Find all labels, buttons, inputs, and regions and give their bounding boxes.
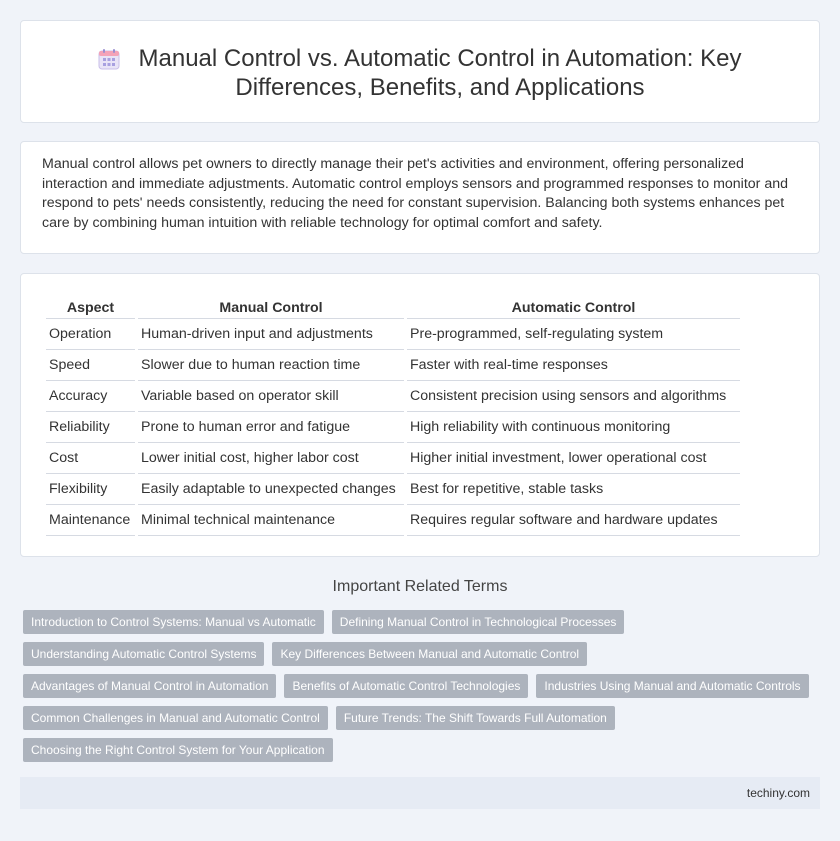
related-term-tag[interactable]: Understanding Automatic Control Systems: [23, 642, 264, 666]
table-row: [46, 474, 740, 505]
tag-row: [23, 610, 823, 634]
table-row: [46, 505, 740, 536]
tag-row: [23, 738, 823, 762]
table-row: [46, 443, 740, 474]
row-aspect: Maintenance: [46, 505, 135, 536]
related-terms-heading: Important Related Terms: [332, 578, 508, 595]
footer-site-link[interactable]: techiny.com: [746, 786, 810, 800]
column-header-automatic: Automatic Control: [407, 295, 740, 319]
footer: [20, 777, 820, 809]
tag-row: [23, 706, 823, 730]
intro-paragraph: Manual control allows pet owners to directly manage their pet's activities and environment, offering personalized interaction and immediate adjustments. Automatic control employs sensors and programmed responses to monitor and respond to pets' needs consistently, reducing the need for constant supervision. Balancing both systems enhances pet care by combining human intuition with reliable technology for optimal comfort and safety.: [42, 156, 789, 231]
related-term-tag[interactable]: Choosing the Right Control System for Your Application: [23, 738, 333, 762]
row-aspect: Reliability: [46, 412, 135, 443]
table-row: [46, 319, 740, 350]
row-aspect: Operation: [46, 319, 135, 350]
table-row: [46, 412, 740, 443]
related-term-tag[interactable]: Benefits of Automatic Control Technologies: [284, 674, 528, 698]
table-row: [46, 350, 740, 381]
row-aspect: Speed: [46, 350, 135, 381]
row-automatic: Higher initial investment, lower operational cost: [407, 443, 740, 474]
intro-card: [20, 141, 820, 254]
related-term-tag[interactable]: Introduction to Control Systems: Manual vs Automatic: [23, 610, 324, 634]
row-automatic: Best for repetitive, stable tasks: [407, 474, 740, 505]
related-term-tag[interactable]: Future Trends: The Shift Towards Full Automation: [336, 706, 615, 730]
column-header-manual: Manual Control: [138, 295, 404, 319]
comparison-card: [20, 273, 820, 557]
related-term-tag[interactable]: Defining Manual Control in Technological Processes: [332, 610, 625, 634]
related-term-tag[interactable]: Key Differences Between Manual and Automatic Control: [272, 642, 587, 666]
row-manual: Slower due to human reaction time: [138, 350, 404, 381]
related-term-tag[interactable]: Advantages of Manual Control in Automation: [23, 674, 276, 698]
row-manual: Lower initial cost, higher labor cost: [138, 443, 404, 474]
row-manual: Easily adaptable to unexpected changes: [138, 474, 404, 505]
row-aspect: Cost: [46, 443, 135, 474]
row-manual: Human-driven input and adjustments: [138, 319, 404, 350]
row-aspect: Accuracy: [46, 381, 135, 412]
page-title: Manual Control vs. Automatic Control in Automation: Key Differences, Benefits, and Applications: [138, 45, 742, 101]
row-manual: Minimal technical maintenance: [138, 505, 404, 536]
related-term-tag[interactable]: Common Challenges in Manual and Automatic Control: [23, 706, 328, 730]
table-row: [46, 381, 740, 412]
row-automatic: Requires regular software and hardware updates: [407, 505, 740, 536]
row-automatic: High reliability with continuous monitoring: [407, 412, 740, 443]
title-card: [20, 20, 820, 123]
row-manual: Variable based on operator skill: [138, 381, 404, 412]
related-terms-list: [23, 610, 823, 770]
row-manual: Prone to human error and fatigue: [138, 412, 404, 443]
comparison-table: [43, 295, 743, 536]
related-term-tag[interactable]: Industries Using Manual and Automatic Controls: [536, 674, 808, 698]
row-aspect: Flexibility: [46, 474, 135, 505]
tag-row: [23, 642, 823, 666]
tag-row: [23, 674, 823, 698]
row-automatic: Faster with real-time responses: [407, 350, 740, 381]
row-automatic: Pre-programmed, self-regulating system: [407, 319, 740, 350]
row-automatic: Consistent precision using sensors and algorithms: [407, 381, 740, 412]
column-header-aspect: Aspect: [46, 295, 135, 319]
table-header-row: [46, 295, 740, 319]
